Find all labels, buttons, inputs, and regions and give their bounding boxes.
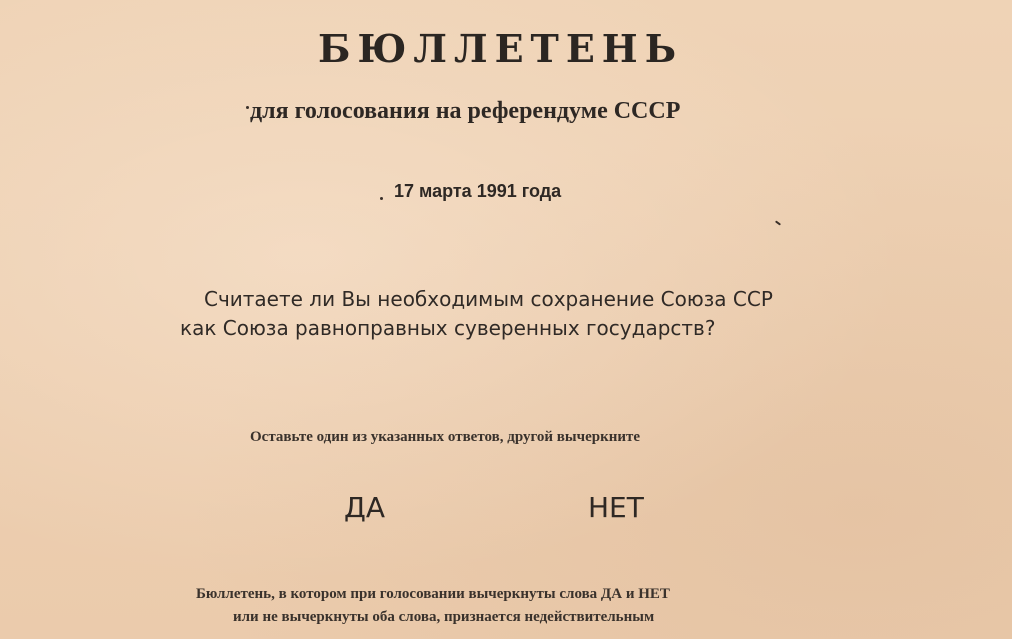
- invalid-ballot-note-line-2: или не вычеркнуты оба слова, признается недействительным: [233, 609, 655, 625]
- paper-speck: [380, 197, 383, 200]
- invalid-ballot-note-line-1: Бюллетень, в котором при голосовании вычеркнуты слова ДА и НЕТ: [196, 586, 670, 602]
- question-line-1: Считаете ли Вы необходимым сохранение Союза ССР: [204, 287, 773, 311]
- answer-yes[interactable]: ДА: [344, 491, 386, 524]
- paper-speck: [246, 106, 249, 109]
- ballot-subtitle: для голосования на референдуме СССР: [250, 98, 681, 124]
- voting-instruction: Оставьте один из указанных ответов, другой вычеркните: [250, 429, 641, 445]
- question-line-2: как Союза равноправных суверенных государств?: [180, 316, 716, 340]
- referendum-date: 17 марта 1991 года: [394, 181, 562, 201]
- paper-speck: [775, 220, 781, 225]
- answer-no[interactable]: НЕТ: [588, 491, 644, 524]
- ballot-title: БЮЛЛЕТЕНЬ: [318, 26, 684, 71]
